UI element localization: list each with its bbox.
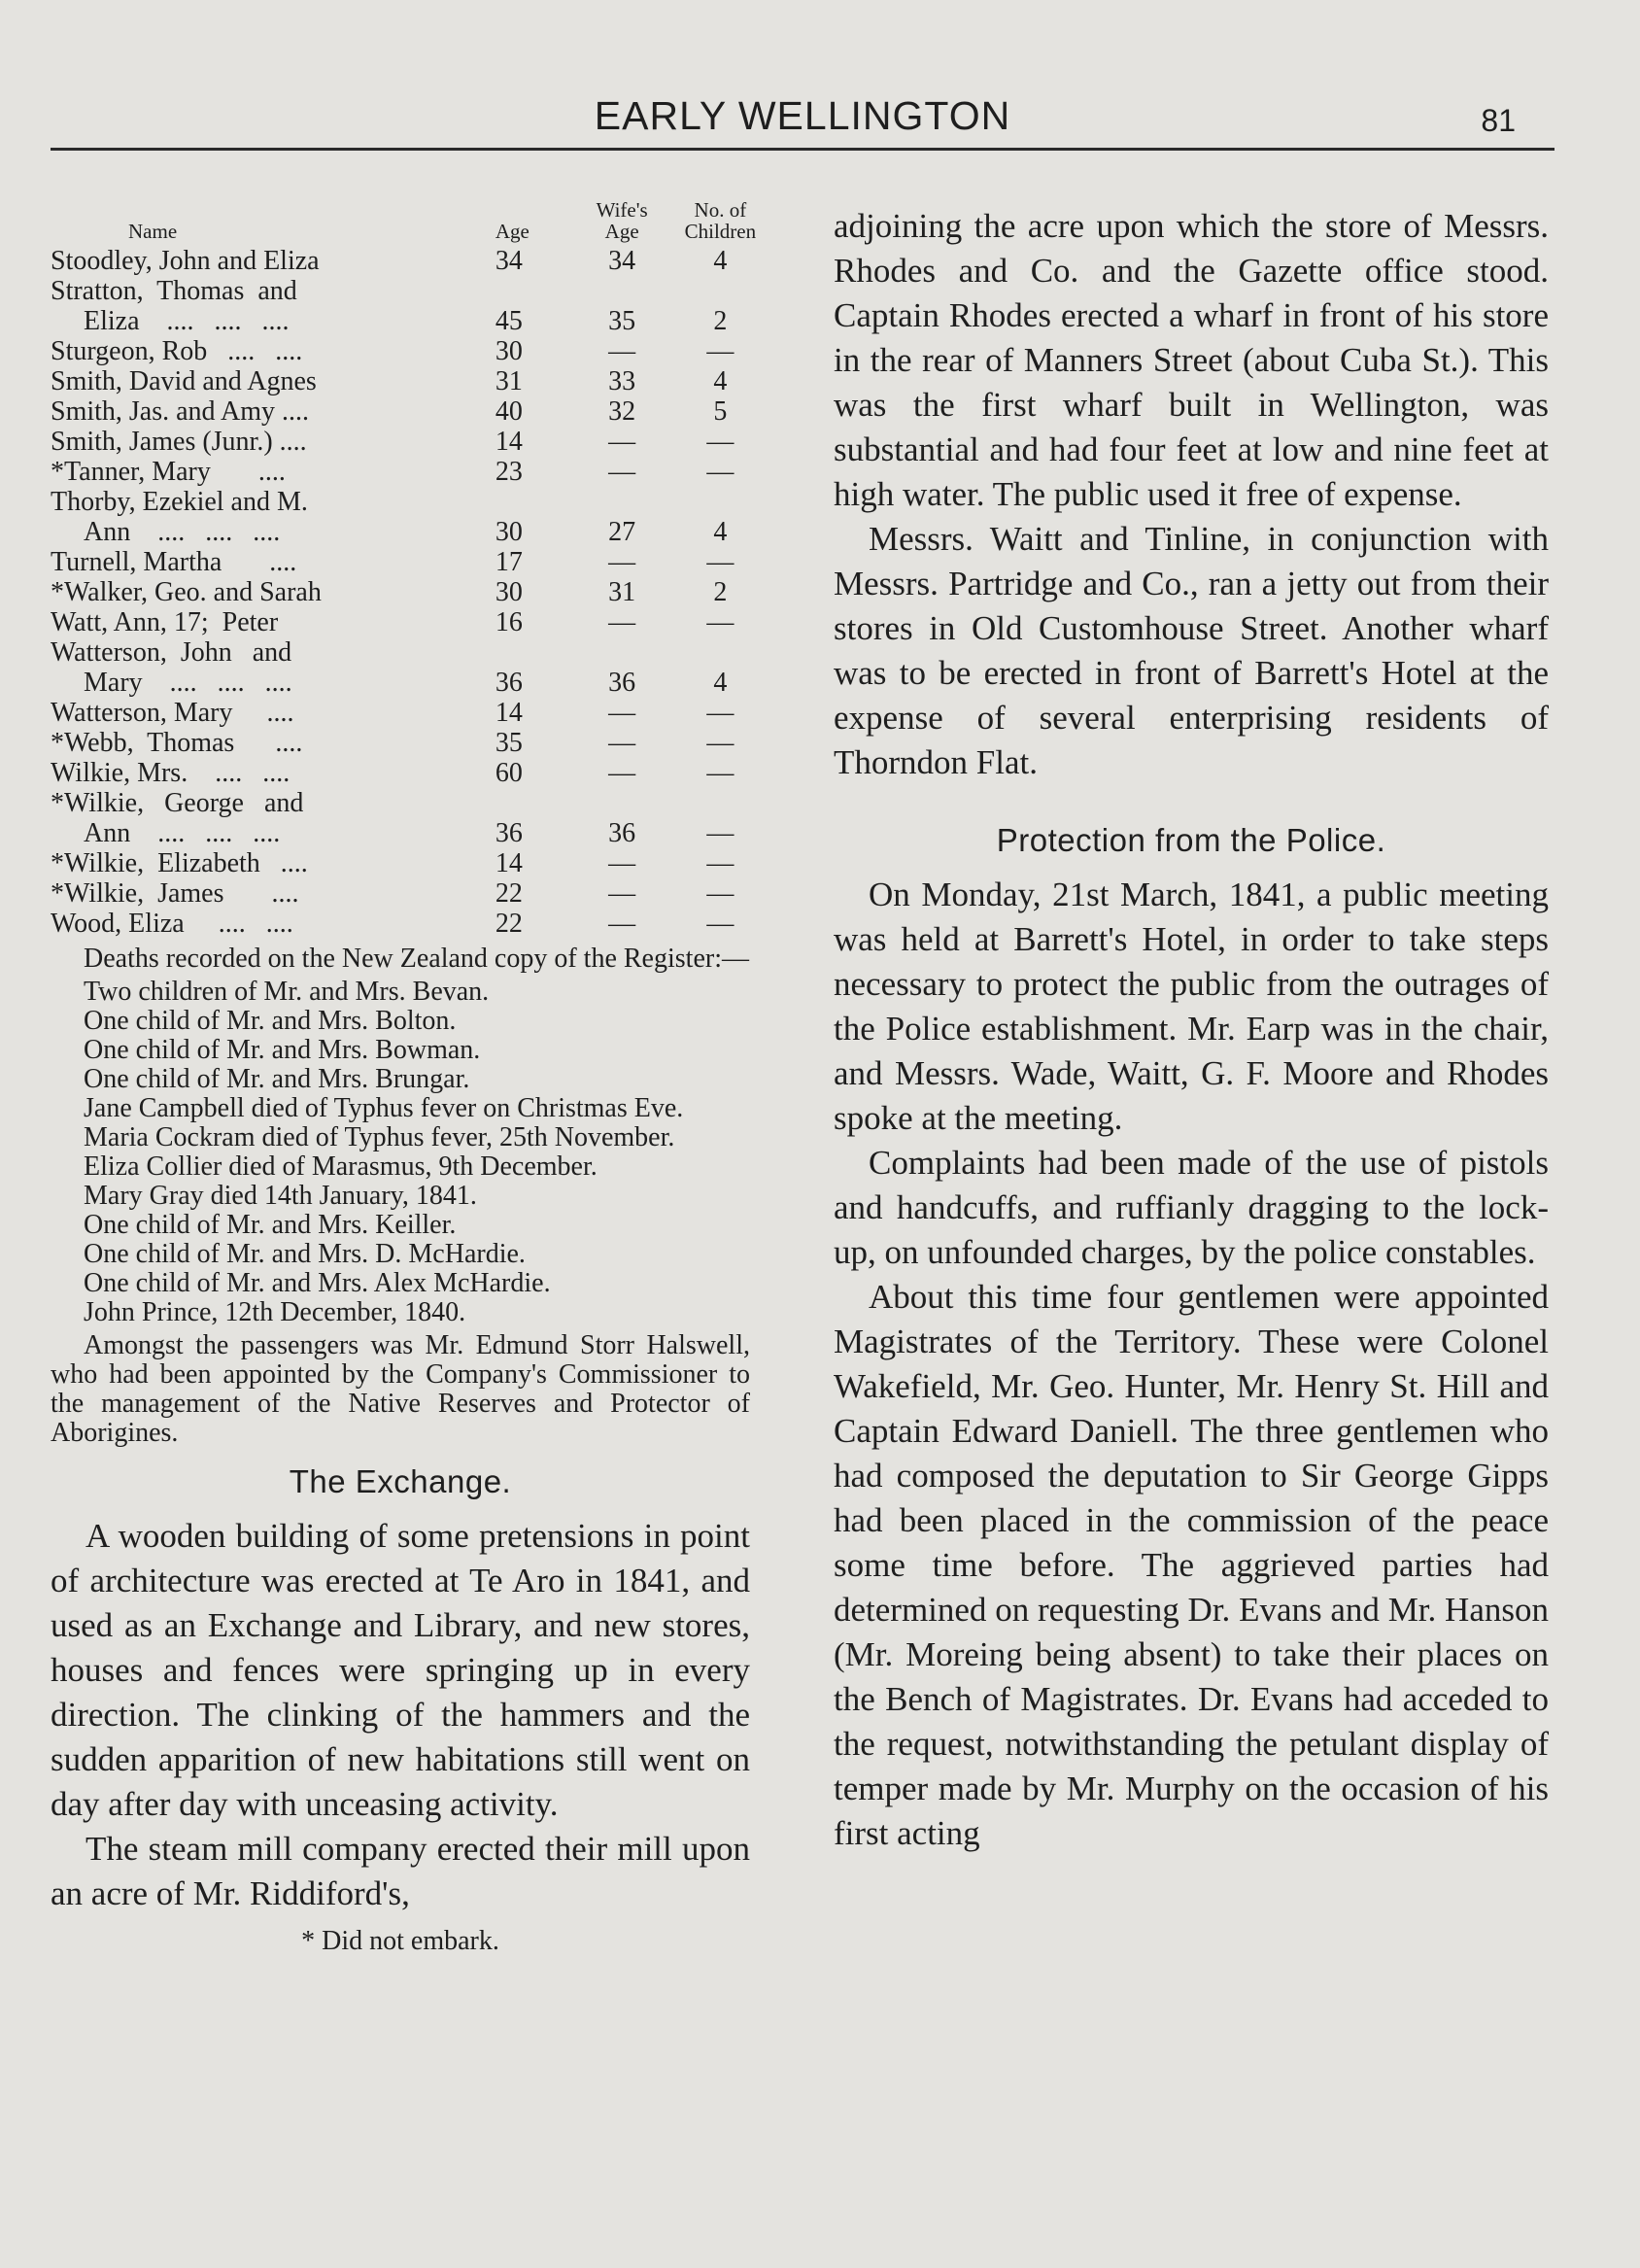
cell-age: 34	[495, 246, 523, 276]
name-line: Smith, James (Junr.) ....	[51, 427, 307, 457]
cell-name	[51, 427, 488, 457]
cell-wife: 32	[608, 396, 636, 427]
cell-wife: —	[608, 878, 636, 909]
cell-wife: —	[608, 336, 636, 366]
table-row	[51, 427, 769, 457]
death-entry: One child of Mr. and Mrs. Brungar.	[84, 1064, 470, 1094]
cell-name	[51, 788, 488, 848]
death-entry: Jane Campbell died of Typhus fever on Christmas Eve.	[84, 1093, 684, 1123]
cell-name	[51, 728, 488, 758]
table-body	[51, 246, 769, 939]
cell-age: 30	[495, 517, 523, 547]
cell-age: 14	[495, 427, 523, 457]
table-row	[51, 547, 769, 577]
cell-children: —	[706, 427, 735, 457]
cell-name	[51, 336, 488, 366]
page-number: 81	[1481, 103, 1516, 138]
cell-wife: —	[608, 848, 636, 878]
table-row	[51, 336, 769, 366]
death-entry: Two children of Mr. and Mrs. Bevan.	[84, 977, 490, 1007]
cell-children: —	[706, 878, 735, 909]
death-entry: One child of Mr. and Mrs. Keiller.	[84, 1210, 457, 1240]
cell-children: —	[706, 336, 735, 366]
cell-children: 4	[713, 517, 728, 547]
table-row	[51, 246, 769, 276]
cell-wife: —	[608, 457, 636, 487]
name-line: Thorby, Ezekiel and M.	[51, 487, 308, 517]
col-header-name: Name	[128, 220, 178, 243]
cell-age: 16	[495, 607, 523, 637]
cell-children: 5	[713, 396, 728, 427]
cell-age: 35	[495, 728, 523, 758]
cell-wife: 36	[608, 818, 636, 848]
cell-age: 22	[495, 878, 523, 909]
name-continuation: Ann .... .... ....	[84, 818, 281, 848]
name-line: Smith, Jas. and Amy ....	[51, 396, 310, 427]
cell-wife: 31	[608, 577, 636, 607]
cell-children: 2	[713, 577, 728, 607]
cell-name	[51, 878, 488, 909]
death-entry: Mary Gray died 14th January, 1841.	[84, 1181, 477, 1211]
cell-wife: 36	[608, 668, 636, 698]
exchange-paragraph-1: A wooden building of some pretensions in point of architecture was erected at Te Aro in 1841, and used as an Exchange and Library, and new stores, houses and fences were springing up in every direction. The clinking of the hammers and the sudden apparition of new habitations still went on day after day with unceasing activity.	[51, 1517, 750, 1823]
complaints-paragraph: Complaints had been made of the use of pistols and handcuffs, and ruffianly dragging to the lock-up, on unfounded charges, by the police constables.	[834, 1144, 1549, 1271]
table-row	[51, 366, 769, 396]
deaths-intro: Deaths recorded on the New Zealand copy of the Register:—	[84, 944, 749, 974]
cell-name	[51, 577, 488, 607]
cell-age: 40	[495, 396, 523, 427]
table-row	[51, 487, 769, 547]
name-line: *Tanner, Mary ....	[51, 457, 286, 487]
cell-wife: —	[608, 758, 636, 788]
cell-name	[51, 487, 488, 547]
death-entry: One child of Mr. and Mrs. Bowman.	[84, 1035, 481, 1065]
table-row	[51, 457, 769, 487]
cell-wife: 33	[608, 366, 636, 396]
cell-children: —	[706, 698, 735, 728]
cell-age: 36	[495, 818, 523, 848]
cell-name	[51, 276, 488, 336]
table-row	[51, 637, 769, 698]
cell-children: —	[706, 758, 735, 788]
table-row	[51, 788, 769, 848]
col-header-age: Age	[495, 220, 530, 243]
name-line: *Webb, Thomas ....	[51, 728, 303, 758]
name-line: Wood, Eliza .... ....	[51, 909, 293, 939]
meeting-paragraph: On Monday, 21st March, 1841, a public meeting was held at Barrett's Hotel, in order to take steps necessary to protect the public from the outrages of the Police establishment. Mr. Earp was in the chair, and Messrs. Wade, Waitt, G. F. Moore and Rhodes spoke at the meeting.	[834, 876, 1549, 1137]
cell-wife: —	[608, 607, 636, 637]
table-row	[51, 878, 769, 909]
cell-name	[51, 848, 488, 878]
col-header-wife-age	[573, 199, 671, 246]
cell-children: —	[706, 457, 735, 487]
name-line: Turnell, Martha ....	[51, 547, 297, 577]
footnote: * Did not embark.	[301, 1926, 499, 1956]
cell-age: 36	[495, 668, 523, 698]
cell-wife: 34	[608, 246, 636, 276]
cell-age: 14	[495, 698, 523, 728]
cell-name	[51, 366, 488, 396]
cell-age: 31	[495, 366, 523, 396]
wife-age-label: Wife's Age	[596, 198, 648, 243]
cell-name	[51, 637, 488, 698]
passenger-table	[51, 199, 769, 939]
death-entry: John Prince, 12th December, 1840.	[84, 1297, 466, 1327]
cell-children: 2	[713, 306, 728, 336]
cell-name	[51, 607, 488, 637]
exchange-heading: The Exchange.	[289, 1463, 512, 1499]
name-line: *Wilkie, James ....	[51, 878, 299, 909]
name-continuation: Mary .... .... ....	[84, 668, 292, 698]
table-row	[51, 698, 769, 728]
cell-name	[51, 457, 488, 487]
cell-wife: 27	[608, 517, 636, 547]
cell-children: —	[706, 607, 735, 637]
cell-age: 30	[495, 577, 523, 607]
cell-children: —	[706, 848, 735, 878]
table-row	[51, 607, 769, 637]
cell-age: 30	[495, 336, 523, 366]
cell-age: 60	[495, 758, 523, 788]
cell-age: 14	[495, 848, 523, 878]
name-line: Watterson, John and	[51, 637, 292, 668]
cell-children: 4	[713, 668, 728, 698]
cell-name	[51, 246, 488, 276]
death-entry: One child of Mr. and Mrs. D. McHardie.	[84, 1239, 526, 1269]
cell-children: —	[706, 818, 735, 848]
passengers-note: Amongst the passengers was Mr. Edmund Storr Halswell, who had been appointed by the Company's Commissioner to the management of the Native Reserves and Protector of Aborigines.	[51, 1330, 750, 1448]
cell-age: 23	[495, 457, 523, 487]
cell-children: —	[706, 909, 735, 939]
name-line: Stoodley, John and Eliza	[51, 246, 320, 276]
cell-name	[51, 698, 488, 728]
name-continuation: Eliza .... .... ....	[84, 306, 290, 336]
magistrates-paragraph: About this time four gentlemen were appointed Magistrates of the Territory. These were Colonel Wakefield, Mr. Geo. Hunter, Mr. Henry St. Hill and Captain Edward Daniell. The three gentlemen who had composed the deputation to Sir George Gipps had been placed in the commission of the peace some time before. The aggrieved parties had determined on requesting Dr. Evans and Mr. Hanson (Mr. Moreing being absent) to take their places on the Bench of Magistrates. Dr. Evans had acceded to the request, notwithstanding the petulant display of temper made by Mr. Murphy on the occasion of his first acting	[834, 1278, 1549, 1852]
jetty-paragraph: Messrs. Waitt and Tinline, in conjunction with Messrs. Partridge and Co., ran a jetty out from their stores in Old Customhouse Street. Another wharf was to be erected in front of Barrett's Hotel at the expense of several enterprising residents of Thorndon Flat.	[834, 520, 1549, 781]
death-entry: Eliza Collier died of Marasmus, 9th December.	[84, 1151, 598, 1182]
table-row	[51, 909, 769, 939]
table-row	[51, 758, 769, 788]
cell-wife: —	[608, 427, 636, 457]
left-column	[51, 198, 757, 1957]
cell-name	[51, 909, 488, 939]
cell-age: 17	[495, 547, 523, 577]
name-line: Watterson, Mary ....	[51, 698, 294, 728]
table-row	[51, 396, 769, 427]
police-heading: Protection from the Police.	[996, 822, 1386, 858]
right-column	[834, 204, 1549, 1856]
children-label: No. of Children	[684, 198, 757, 243]
table-row	[51, 577, 769, 607]
cell-wife: 35	[608, 306, 636, 336]
table-row	[51, 276, 769, 336]
name-line: Stratton, Thomas and	[51, 276, 297, 306]
cell-age: 45	[495, 306, 523, 336]
death-entry: One child of Mr. and Mrs. Bolton.	[84, 1006, 457, 1036]
name-line: *Walker, Geo. and Sarah	[51, 577, 322, 607]
cell-name	[51, 547, 488, 577]
exchange-paragraph-2: The steam mill company erected their mill upon an acre of Mr. Riddiford's,	[51, 1830, 750, 1912]
table-row	[51, 848, 769, 878]
name-line: Watt, Ann, 17; Peter	[51, 607, 279, 637]
name-line: *Wilkie, Elizabeth ....	[51, 848, 308, 878]
name-line: Sturgeon, Rob .... ....	[51, 336, 303, 366]
cell-wife: —	[608, 909, 636, 939]
cell-children: —	[706, 547, 735, 577]
name-line: Wilkie, Mrs. .... ....	[51, 758, 290, 788]
wharf-paragraph: adjoining the acre upon which the store of Messrs. Rhodes and Co. and the Gazette office stood. Captain Rhodes erected a wharf in front of his store in the rear of Manners Street (about Cuba St.). This was the first wharf built in Wellington, was substantial and had four feet at low and nine feet at high water. The public used it free of expense.	[834, 207, 1549, 513]
cell-children: 4	[713, 366, 728, 396]
death-entry: Maria Cockram died of Typhus fever, 25th November.	[84, 1122, 675, 1152]
cell-children: —	[706, 728, 735, 758]
cell-wife: —	[608, 728, 636, 758]
death-entry: One child of Mr. and Mrs. Alex McHardie.	[84, 1268, 551, 1298]
deaths-list	[51, 978, 750, 1327]
cell-wife: —	[608, 547, 636, 577]
page-header	[51, 82, 1555, 151]
table-row	[51, 728, 769, 758]
cell-name	[51, 758, 488, 788]
cell-wife: —	[608, 698, 636, 728]
name-line: Smith, David and Agnes	[51, 366, 317, 396]
cell-age: 22	[495, 909, 523, 939]
running-title: EARLY WELLINGTON	[594, 93, 1011, 138]
name-line: *Wilkie, George and	[51, 788, 304, 818]
col-header-children	[671, 199, 769, 246]
cell-children: 4	[713, 246, 728, 276]
name-continuation: Ann .... .... ....	[84, 517, 281, 547]
cell-name	[51, 396, 488, 427]
